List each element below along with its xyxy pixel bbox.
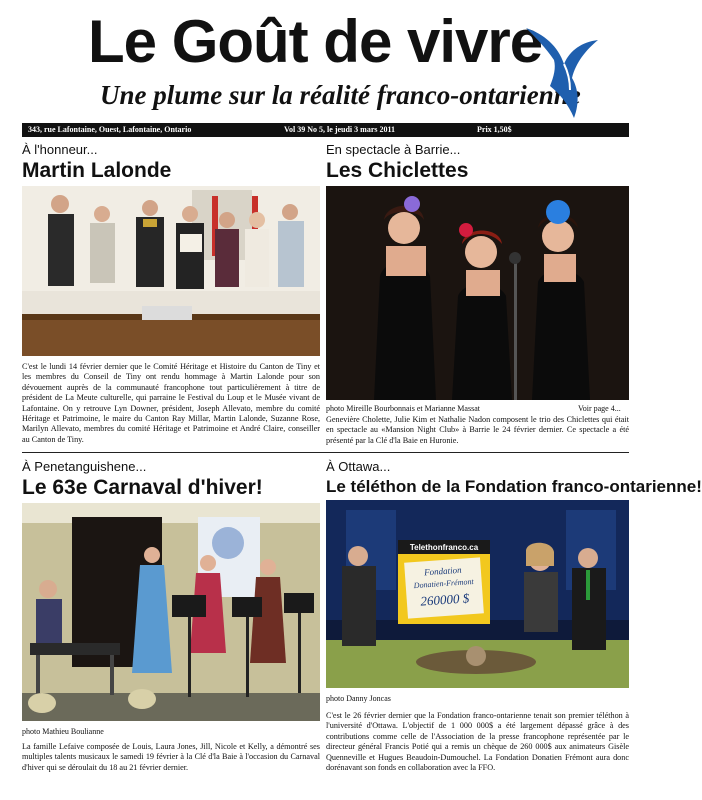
kicker-telethon: À Ottawa...: [326, 459, 391, 474]
kicker-honneur: À l'honneur...: [22, 142, 98, 157]
headline-telethon: Le téléthon de la Fondation franco-ontarienne!: [326, 477, 702, 496]
caption-telethon: C'est le 26 février dernier que la Fondation franco-ontarienne tenait son premier téléthon à l'université d'Ottawa. L'objectif de 1 000 000$ a été largement dépassé grâce à des contributions comme celle de l'Association de la presse francophone représentée par le directeur général Francis Potié qui a remis un chèque de 260 000$ aux animateurs Gisèle Quenneville et Hugues Beaudoin-Dumouchel. La Fondation Donatien Frémont aura donc dorénavant son fonds en collaboration avec la FFO.: [326, 711, 629, 773]
photo-carnaval: [22, 503, 320, 721]
photo-telethon: [326, 500, 629, 688]
sign-amount: 260000 $: [419, 590, 470, 609]
masthead: [0, 0, 650, 122]
newspaper-title: Le Goût de vivre: [88, 8, 543, 75]
photo-spectacle: [326, 186, 629, 400]
credit-telethon: photo Danny Joncas: [326, 694, 391, 703]
issue-text: Vol 39 No 5, le jeudi 3 mars 2011: [284, 125, 396, 134]
headline-honneur: Martin Lalonde: [22, 159, 172, 182]
bird-logo-icon: [520, 20, 600, 120]
credit-spectacle: photo Mireille Bourbonnais et Marianne Massat: [326, 404, 480, 413]
kicker-carnaval: À Penetanguishene...: [22, 459, 147, 474]
section-divider: [22, 452, 629, 453]
sign-line1: Fondation: [423, 564, 462, 578]
kicker-spectacle: En spectacle à Barrie...: [326, 142, 461, 157]
price-text: Prix 1,50$: [477, 125, 512, 134]
photo-honneur: [22, 186, 320, 356]
sign-url: Telethonfranco.ca: [409, 543, 479, 552]
newspaper-subtitle: Une plume sur la réalité franco-ontarienne: [100, 80, 581, 110]
address-text: 343, rue Lafontaine, Ouest, Lafontaine, Ontario: [28, 125, 192, 134]
caption-honneur: C'est le lundi 14 février dernier que le Comité Héritage et Histoire du Canton de Tiny et les membres du Conseil de Tiny ont rendu hommage à Martin Lalonde pour son dévouement auprès de la communauté francophone tout particulièrement à titre de président de La Meute culturelle, qui parraine le Festival du Loup et le Musée vivant de Lafontaine. On y retrouve Lyn Downer, président, Joseph Allevato, membre du comité Héritage et Patrimoine, le maire du Canton Ray Millar, Martin Lalonde, Suzanne Rose, Marilyn Allevato, membres du comité Héritage et Patrimoine et André Claire, conseiller au Canton de Tiny.: [22, 362, 320, 444]
credit-carnaval: photo Mathieu Boulianne: [22, 727, 104, 736]
see-page-link[interactable]: Voir page 4...: [578, 404, 621, 413]
headline-spectacle: Les Chiclettes: [326, 159, 469, 182]
issue-info-bar: [22, 123, 629, 137]
sign-line2: Donatien-Frémont: [413, 576, 474, 591]
headline-carnaval: Le 63e Carnaval d'hiver!: [22, 476, 263, 499]
caption-carnaval: La famille Lefaive composée de Louis, Laura Jones, Jill, Nicole et Kelly, a démontré ses multiples talents musicaux le samedi 19 février à la Clé d'la Baie à l'occasion du Carnaval d'hiver qui se déroulait du 18 au 21 février dernier.: [22, 742, 320, 772]
caption-spectacle: Genevière Cholette, Julie Kim et Nathalie Nadon composent le trio des Chiclettes qui était en spectacle au «Mansion Night Club» à Barrie le 24 février dernier. Ce spectacle a été présenté par la Clé d'la Baie en Huronie.: [326, 415, 629, 445]
